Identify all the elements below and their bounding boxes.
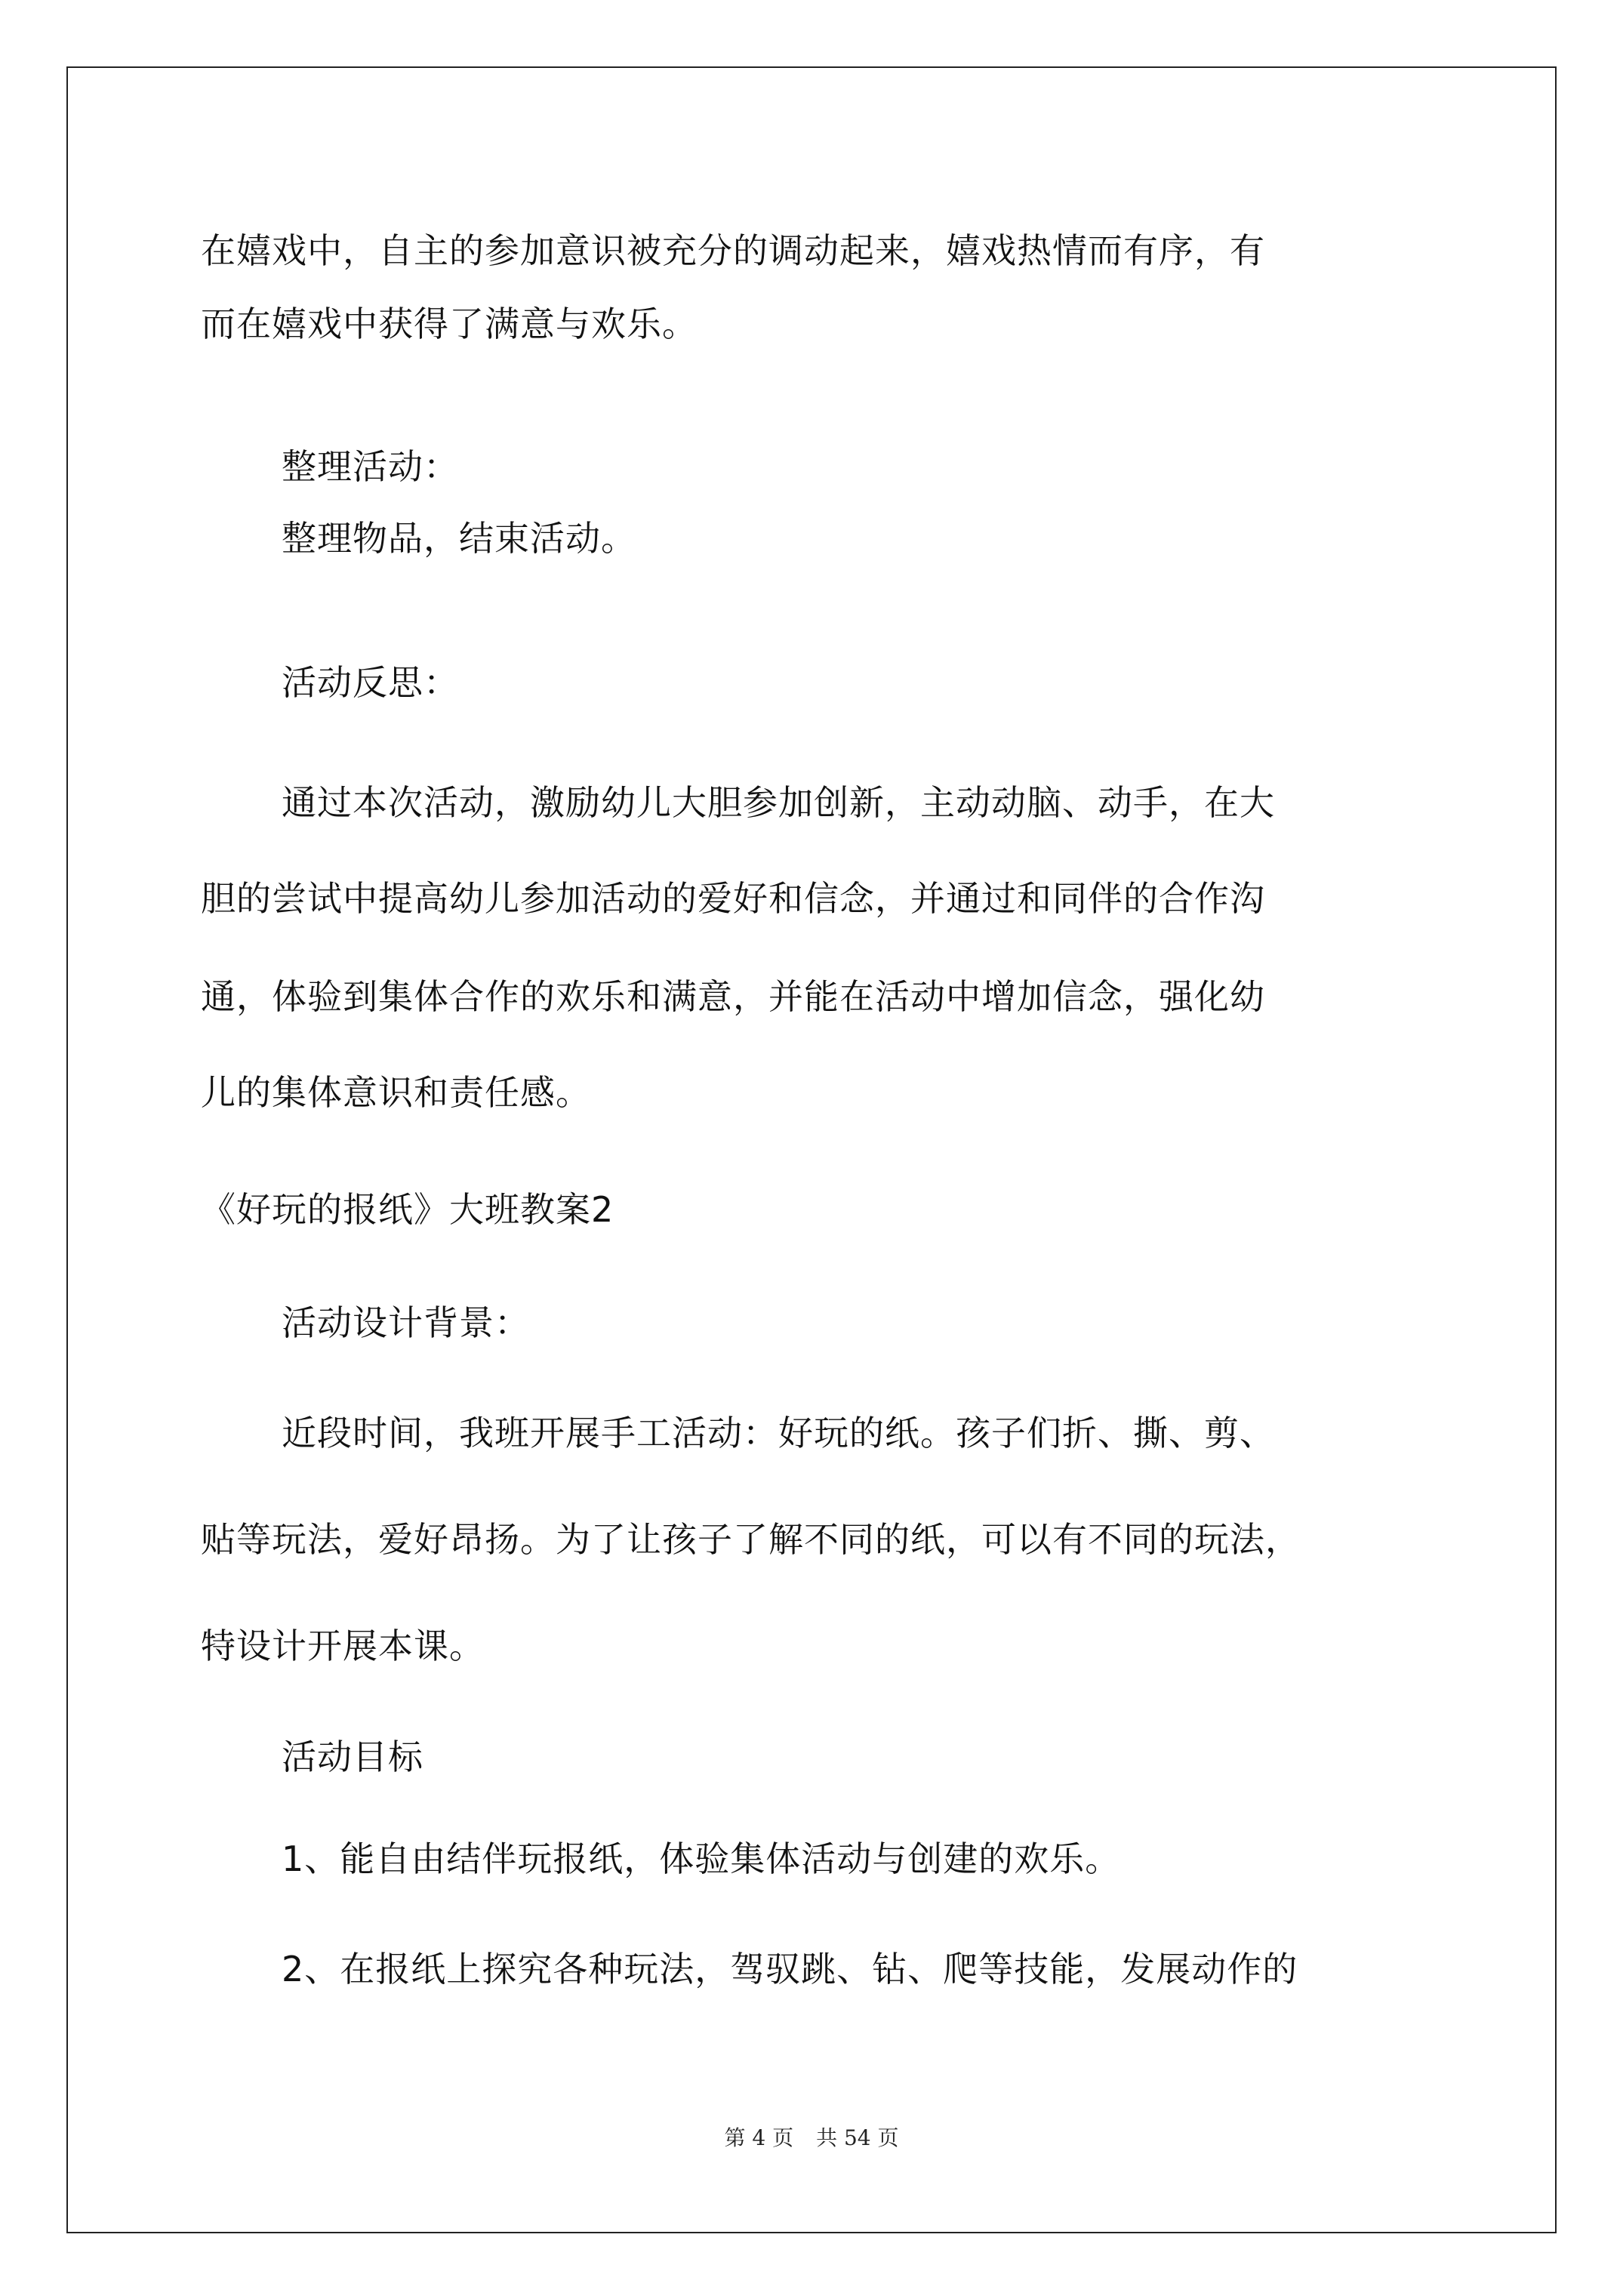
text-line: 通，体验到集体合作的欢乐和满意，并能在活动中增加信念，强化幼 (201, 976, 1265, 1017)
text-line: 儿的集体意识和责任感。 (201, 1072, 591, 1113)
text-line: 通过本次活动，激励幼儿大胆参加创新，主动动脑、动手，在大 (282, 782, 1275, 823)
text-line: 而在嬉戏中获得了满意与欢乐。 (201, 304, 698, 344)
text-line: 胆的尝试中提高幼儿参加活动的爱好和信念，并通过和同伴的合作沟 (201, 878, 1265, 919)
text-line: 在嬉戏中，自主的参加意识被充分的调动起来，嬉戏热情而有序，有 (201, 230, 1265, 271)
text-line: 近段时间，我班开展手工活动：好玩的纸。孩子们折、撕、剪、 (282, 1413, 1275, 1453)
text-line: 特设计开展本课。 (201, 1626, 485, 1666)
section-heading: 活动反思： (282, 662, 459, 703)
section-heading: 整理活动： (282, 446, 459, 487)
text-line: 整理物品，结束活动。 (282, 518, 636, 559)
page-number: 第 4 页 (724, 2125, 794, 2150)
page-total: 共 54 页 (816, 2125, 899, 2150)
page-footer (0, 2123, 1623, 2153)
page-border (66, 66, 1557, 2233)
section-heading: 活动目标 (282, 1737, 423, 1777)
document-title: 《好玩的报纸》大班教案2 (201, 1189, 614, 1230)
list-item: 1、能自由结伴玩报纸，体验集体活动与创建的欢乐。 (282, 1838, 1121, 1879)
text-line: 贴等玩法，爱好昂扬。为了让孩子了解不同的纸，可以有不同的玩法， (201, 1519, 1301, 1560)
section-heading: 活动设计背景： (282, 1302, 530, 1343)
list-item: 2、在报纸上探究各种玩法，驾驭跳、钻、爬等技能，发展动作的 (282, 1949, 1298, 1989)
